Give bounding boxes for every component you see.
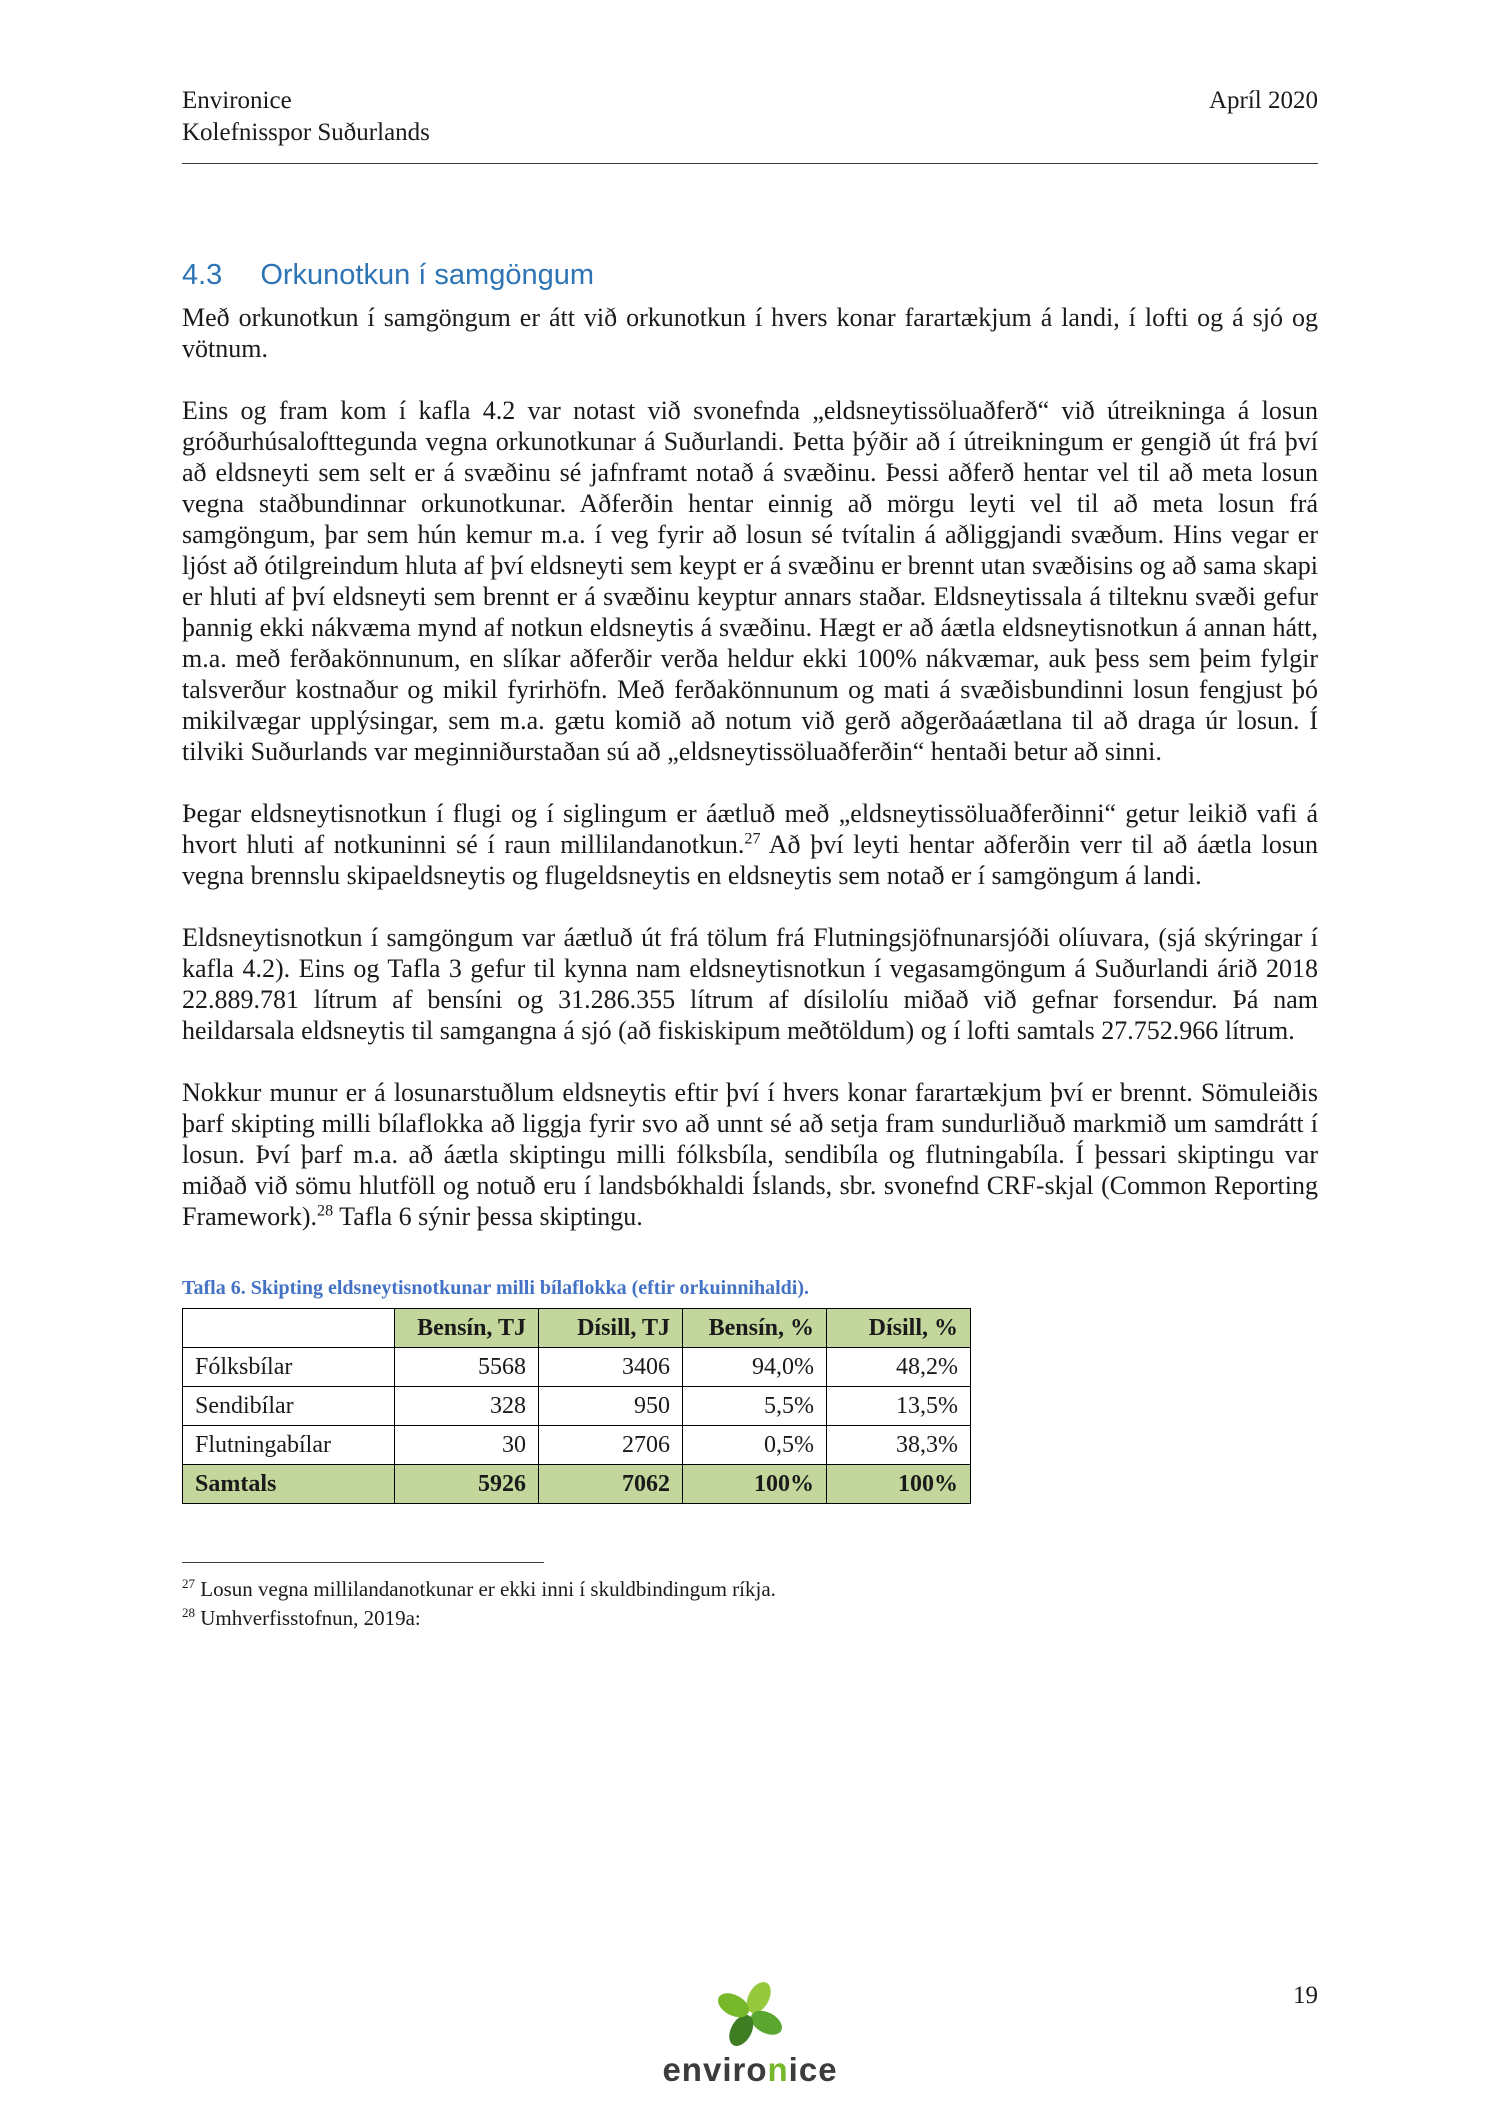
cell-value: 30 bbox=[395, 1426, 539, 1465]
footnote-28-text: Umhverfisstofnun, 2019a: bbox=[200, 1606, 421, 1630]
row-label: Sendibílar bbox=[183, 1387, 395, 1426]
paragraph-fuel-use: Eldsneytisnotkun í samgöngum var áætluð út frá tölum frá Flutningsjöfnunarsjóði olíuvara, (sjá skýringar í kafla 4.2). Eins og Tafla 3 gefur til kynna nam eldsneytisnotkun í vegasamgöngum á Suðurlandi árið 2018 22.889.781 lítrum af bensíni og 31.286.355 lítrum af dísilolíu miðað við gefnar forsendur. Þá nam heildarsala eldsneytis til samgangna á sjó (að fiskiskipum meðtöldum) og í lofti samtals 27.752.966 lítrum. bbox=[182, 923, 1318, 1045]
wordmark-part-1: enviro bbox=[662, 2051, 768, 2088]
page-header bbox=[182, 85, 1318, 149]
paragraph-aviation-text-2: Að því leyti hentar aðferðin verr til að áætla losun vegna brennslu skipaeldsneytis og flugeldsneytis en eldsneytis sem notað er í samgöngum á landi. bbox=[182, 830, 1318, 890]
cell-value: 13,5% bbox=[827, 1387, 971, 1426]
cell-value: 94,0% bbox=[683, 1348, 827, 1387]
footnote-divider bbox=[182, 1562, 544, 1563]
footer-logo bbox=[0, 1976, 1500, 2088]
paragraph-vehicle-split bbox=[182, 1077, 1318, 1232]
table-total-row bbox=[183, 1465, 971, 1504]
header-subtitle: Kolefnisspor Suðurlands bbox=[182, 119, 430, 146]
table-header-bensin-tj: Bensín, TJ bbox=[395, 1309, 539, 1348]
footnote-ref-27: 27 bbox=[744, 830, 761, 848]
cell-value: 5568 bbox=[395, 1348, 539, 1387]
paragraph-method: Eins og fram kom í kafla 4.2 var notast við svonefnda „eldsneytissöluaðferð“ við útreikninga á losun gróðurhúsalofttegunda vegna orkunotkunar á Suðurlandi. Þetta þýðir að í útreikningum er gengið út frá því að eldsneyti sem selt er á svæðinu sé jafnframt notað á svæðinu. Þessi aðferð hentar vel til að meta losun vegna staðbundinnar orkunotkunar. Aðferðin hentar einnig að mörgu leyti vel til að meta losun frá samgöngum, þar sem hún kemur m.a. í veg fyrir að losun sé tvítalin á aðliggjandi svæðum. Hins vegar er ljóst að ótilgreindum hluta af því eldsneyti sem keypt er á svæðinu er brennt utan svæðisins og að sama skapi er hluti af því eldsneyti sem brennt er á svæðinu keyptur annars staðar. Eldsneytissala á tilteknu svæði gefur þannig ekki nákvæma mynd af notkun eldsneytis á svæðinu. Hægt er að áætla eldsneytisnotkun á annan hátt, m.a. með ferðakönnunum, en slíkar aðferðir verða heldur ekki 100% nákvæmar, auk þess sem þeim fylgir talsverður kostnaður og mikil fyrirhöfn. Með ferðakönnunum og mati á svæðisbundinni losun fengjust þó mikilvægar upplýsingar, sem m.a. gætu komið að notum við gerð aðgerðaáætlana til að draga úr losun. Í tilviki Suðurlands var meginniðurstaðan sú að „eldsneytissöluaðferðin“ hentaði betur að sinni. bbox=[182, 396, 1318, 766]
footnote-27-text: Losun vegna millilandanotkunar er ekki inni í skuldbindingum ríkja. bbox=[200, 1577, 776, 1601]
paragraph-vehicle-split-text-2: Tafla 6 sýnir þessa skiptingu. bbox=[333, 1202, 643, 1231]
cell-value: 328 bbox=[395, 1387, 539, 1426]
header-date: Apríl 2020 bbox=[1208, 87, 1318, 114]
cell-value: 0,5% bbox=[683, 1426, 827, 1465]
section-number: 4.3 bbox=[182, 259, 223, 291]
table-header-row bbox=[183, 1309, 971, 1348]
cell-value: 48,2% bbox=[827, 1348, 971, 1387]
footnote-27-number: 27 bbox=[182, 1576, 196, 1591]
paragraph-aviation-text-1: Þegar eldsneytisnotkun í flugi og í siglingum er áætluð með „eldsneytissöluaðferðinni“ getur leikið vafi á hvort hluti af notkuninni sé í raun millilandanotkun. bbox=[182, 799, 1318, 859]
wordmark-highlight-letter: n bbox=[767, 2051, 789, 2088]
cell-value: 38,3% bbox=[827, 1426, 971, 1465]
cell-value: 950 bbox=[539, 1387, 683, 1426]
row-label: Fólksbílar bbox=[183, 1348, 395, 1387]
total-value: 100% bbox=[683, 1465, 827, 1504]
table-row-sendibilar bbox=[183, 1387, 971, 1426]
paragraph-intro: Með orkunotkun í samgöngum er átt við orkunotkun í hvers konar farartækjum á landi, í lofti og á sjó og vötnum. bbox=[182, 303, 1318, 363]
footnote-28-number: 28 bbox=[182, 1605, 196, 1620]
footnote-28 bbox=[182, 1604, 1318, 1633]
paragraph-vehicle-split-text-1: Nokkur munur er á losunarstuðlum eldsneytis eftir því í hvers konar farartækjum því er brennt. Sömuleiðis þarf skipting milli bílaflokka að liggja fyrir svo að unnt sé að setja fram sundurliðuð markmið um samdrátt í losun. Því þarf m.a. að áætla skiptingu milli fólksbíla, sendibíla og flutningabíla. Í þessari skiptingu var miðað við sömu hlutföll og notuð eru í landsbókhaldi Íslands, sbr. svonefnd CRF-skjal (Common Reporting Framework). bbox=[182, 1078, 1318, 1231]
cell-value: 2706 bbox=[539, 1426, 683, 1465]
total-value: 5926 bbox=[395, 1465, 539, 1504]
page-number: 19 bbox=[1293, 1982, 1318, 2009]
row-label: Flutningabílar bbox=[183, 1426, 395, 1465]
paragraph-aviation bbox=[182, 798, 1318, 891]
cell-value: 3406 bbox=[539, 1348, 683, 1387]
wordmark-part-2: ice bbox=[788, 2051, 838, 2088]
table-row-flutningabilar bbox=[183, 1426, 971, 1465]
footnote-ref-28: 28 bbox=[317, 1202, 334, 1220]
table-corner-cell bbox=[183, 1309, 395, 1348]
cell-value: 5,5% bbox=[683, 1387, 827, 1426]
footnote-27 bbox=[182, 1575, 1318, 1604]
table-row-folksbilar bbox=[183, 1348, 971, 1387]
section-heading bbox=[182, 258, 1318, 292]
total-value: 7062 bbox=[539, 1465, 683, 1504]
section-title: Orkunotkun í samgöngum bbox=[260, 259, 594, 291]
table-header-disill-tj: Dísill, TJ bbox=[539, 1309, 683, 1348]
total-label: Samtals bbox=[183, 1465, 395, 1504]
header-org: Environice bbox=[182, 87, 292, 114]
total-value: 100% bbox=[827, 1465, 971, 1504]
fuel-split-table bbox=[182, 1308, 971, 1504]
environice-wordmark bbox=[0, 2052, 1500, 2088]
header-divider bbox=[182, 163, 1318, 164]
footnotes-block bbox=[182, 1575, 1318, 1633]
table-header-bensin-pct: Bensín, % bbox=[683, 1309, 827, 1348]
table-header-disill-pct: Dísill, % bbox=[827, 1309, 971, 1348]
table-caption: Tafla 6. Skipting eldsneytisnotkunar milli bílaflokka (eftir orkuinnihaldi). bbox=[182, 1277, 810, 1299]
environice-clover-icon bbox=[712, 1976, 788, 2052]
header-left-block bbox=[182, 85, 430, 149]
